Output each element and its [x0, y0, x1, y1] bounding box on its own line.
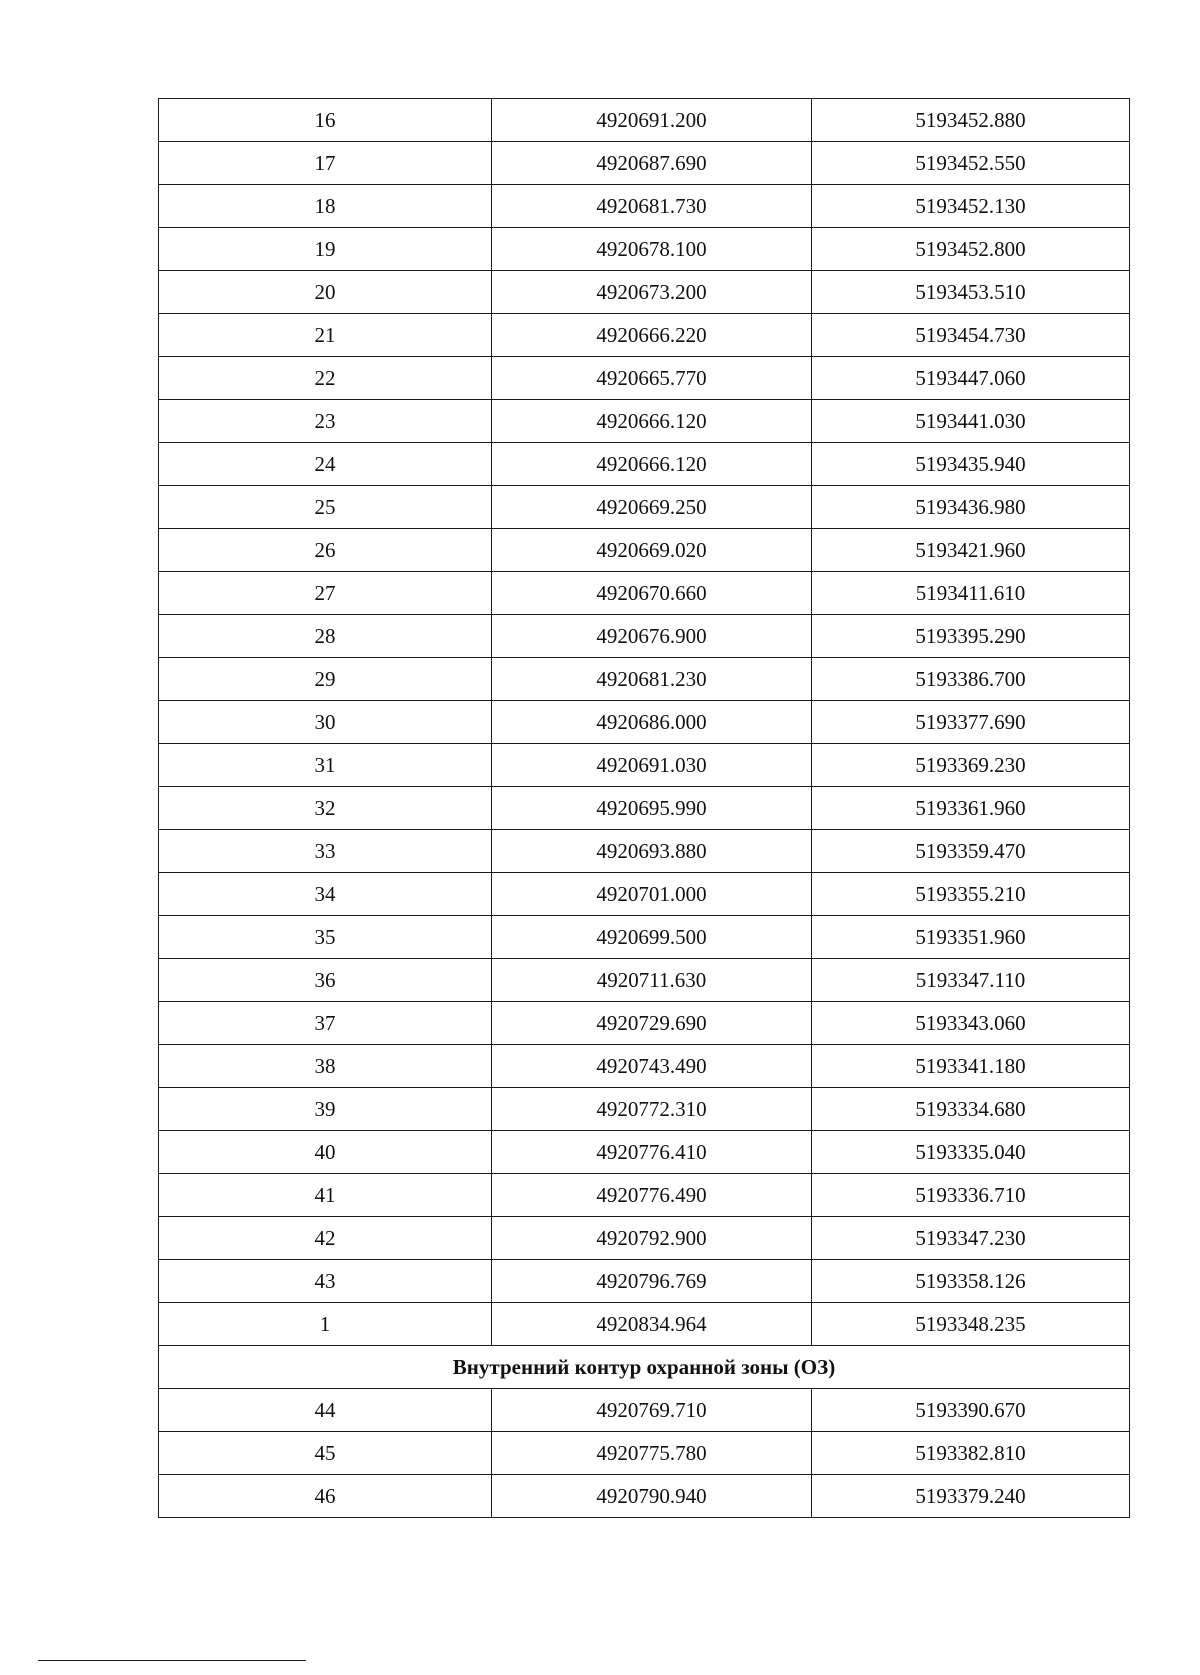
point-number-cell: 41 [159, 1174, 492, 1217]
x-coordinate-cell: 4920711.630 [492, 959, 812, 1002]
x-coordinate-cell: 4920701.000 [492, 873, 812, 916]
y-coordinate-cell: 5193347.230 [812, 1217, 1130, 1260]
table-row [159, 658, 1130, 701]
point-number-cell: 38 [159, 1045, 492, 1088]
x-coordinate-cell: 4920676.900 [492, 615, 812, 658]
y-coordinate-cell: 5193453.510 [812, 271, 1130, 314]
point-number-cell: 22 [159, 357, 492, 400]
x-coordinate-cell: 4920699.500 [492, 916, 812, 959]
point-number-cell: 39 [159, 1088, 492, 1131]
y-coordinate-cell: 5193361.960 [812, 787, 1130, 830]
table-row [159, 1475, 1130, 1518]
y-coordinate-cell: 5193351.960 [812, 916, 1130, 959]
y-coordinate-cell: 5193334.680 [812, 1088, 1130, 1131]
x-coordinate-cell: 4920673.200 [492, 271, 812, 314]
y-coordinate-cell: 5193435.940 [812, 443, 1130, 486]
point-number-cell: 30 [159, 701, 492, 744]
coordinates-table-body [159, 99, 1130, 1518]
y-coordinate-cell: 5193452.130 [812, 185, 1130, 228]
table-row [159, 959, 1130, 1002]
x-coordinate-cell: 4920669.020 [492, 529, 812, 572]
section-header-row [159, 1346, 1130, 1389]
point-number-cell: 20 [159, 271, 492, 314]
point-number-cell: 40 [159, 1131, 492, 1174]
y-coordinate-cell: 5193421.960 [812, 529, 1130, 572]
x-coordinate-cell: 4920691.030 [492, 744, 812, 787]
table-row [159, 486, 1130, 529]
point-number-cell: 31 [159, 744, 492, 787]
point-number-cell: 33 [159, 830, 492, 873]
y-coordinate-cell: 5193447.060 [812, 357, 1130, 400]
x-coordinate-cell: 4920693.880 [492, 830, 812, 873]
x-coordinate-cell: 4920695.990 [492, 787, 812, 830]
y-coordinate-cell: 5193390.670 [812, 1389, 1130, 1432]
point-number-cell: 23 [159, 400, 492, 443]
point-number-cell: 35 [159, 916, 492, 959]
x-coordinate-cell: 4920670.660 [492, 572, 812, 615]
table-row [159, 357, 1130, 400]
y-coordinate-cell: 5193452.550 [812, 142, 1130, 185]
table-row [159, 873, 1130, 916]
y-coordinate-cell: 5193454.730 [812, 314, 1130, 357]
y-coordinate-cell: 5193379.240 [812, 1475, 1130, 1518]
x-coordinate-cell: 4920772.310 [492, 1088, 812, 1131]
point-number-cell: 26 [159, 529, 492, 572]
point-number-cell: 16 [159, 99, 492, 142]
table-row [159, 1260, 1130, 1303]
table-row [159, 1002, 1130, 1045]
table-row [159, 701, 1130, 744]
table-row [159, 787, 1130, 830]
y-coordinate-cell: 5193343.060 [812, 1002, 1130, 1045]
y-coordinate-cell: 5193382.810 [812, 1432, 1130, 1475]
table-row [159, 744, 1130, 787]
y-coordinate-cell: 5193452.800 [812, 228, 1130, 271]
table-row [159, 1432, 1130, 1475]
y-coordinate-cell: 5193411.610 [812, 572, 1130, 615]
point-number-cell: 29 [159, 658, 492, 701]
table-row [159, 1131, 1130, 1174]
table-row [159, 142, 1130, 185]
table-row [159, 1174, 1130, 1217]
section-title: Внутренний контур охранной зоны (ОЗ) [159, 1346, 1130, 1389]
x-coordinate-cell: 4920769.710 [492, 1389, 812, 1432]
y-coordinate-cell: 5193441.030 [812, 400, 1130, 443]
x-coordinate-cell: 4920775.780 [492, 1432, 812, 1475]
table-row [159, 916, 1130, 959]
table-row [159, 314, 1130, 357]
point-number-cell: 44 [159, 1389, 492, 1432]
point-number-cell: 37 [159, 1002, 492, 1045]
point-number-cell: 21 [159, 314, 492, 357]
table-row [159, 1045, 1130, 1088]
x-coordinate-cell: 4920666.120 [492, 443, 812, 486]
table-row [159, 1088, 1130, 1131]
point-number-cell: 19 [159, 228, 492, 271]
table-row [159, 529, 1130, 572]
y-coordinate-cell: 5193369.230 [812, 744, 1130, 787]
x-coordinate-cell: 4920743.490 [492, 1045, 812, 1088]
x-coordinate-cell: 4920790.940 [492, 1475, 812, 1518]
y-coordinate-cell: 5193386.700 [812, 658, 1130, 701]
point-number-cell: 43 [159, 1260, 492, 1303]
y-coordinate-cell: 5193341.180 [812, 1045, 1130, 1088]
table-row [159, 99, 1130, 142]
point-number-cell: 24 [159, 443, 492, 486]
table-row [159, 185, 1130, 228]
x-coordinate-cell: 4920776.490 [492, 1174, 812, 1217]
table-row [159, 1389, 1130, 1432]
point-number-cell: 34 [159, 873, 492, 916]
y-coordinate-cell: 5193335.040 [812, 1131, 1130, 1174]
x-coordinate-cell: 4920796.769 [492, 1260, 812, 1303]
x-coordinate-cell: 4920686.000 [492, 701, 812, 744]
table-row [159, 271, 1130, 314]
point-number-cell: 18 [159, 185, 492, 228]
point-number-cell: 1 [159, 1303, 492, 1346]
x-coordinate-cell: 4920681.730 [492, 185, 812, 228]
table-row [159, 615, 1130, 658]
table-row [159, 830, 1130, 873]
point-number-cell: 45 [159, 1432, 492, 1475]
x-coordinate-cell: 4920691.200 [492, 99, 812, 142]
point-number-cell: 36 [159, 959, 492, 1002]
point-number-cell: 42 [159, 1217, 492, 1260]
point-number-cell: 28 [159, 615, 492, 658]
point-number-cell: 46 [159, 1475, 492, 1518]
x-coordinate-cell: 4920681.230 [492, 658, 812, 701]
footnote-separator-line [38, 1660, 306, 1661]
x-coordinate-cell: 4920665.770 [492, 357, 812, 400]
table-row [159, 1303, 1130, 1346]
x-coordinate-cell: 4920834.964 [492, 1303, 812, 1346]
y-coordinate-cell: 5193377.690 [812, 701, 1130, 744]
y-coordinate-cell: 5193395.290 [812, 615, 1130, 658]
y-coordinate-cell: 5193336.710 [812, 1174, 1130, 1217]
x-coordinate-cell: 4920678.100 [492, 228, 812, 271]
table-row [159, 1217, 1130, 1260]
coordinates-table [158, 98, 1130, 1518]
table-row [159, 400, 1130, 443]
y-coordinate-cell: 5193355.210 [812, 873, 1130, 916]
table-row [159, 443, 1130, 486]
x-coordinate-cell: 4920669.250 [492, 486, 812, 529]
x-coordinate-cell: 4920776.410 [492, 1131, 812, 1174]
y-coordinate-cell: 5193359.470 [812, 830, 1130, 873]
y-coordinate-cell: 5193348.235 [812, 1303, 1130, 1346]
y-coordinate-cell: 5193436.980 [812, 486, 1130, 529]
x-coordinate-cell: 4920792.900 [492, 1217, 812, 1260]
x-coordinate-cell: 4920729.690 [492, 1002, 812, 1045]
point-number-cell: 32 [159, 787, 492, 830]
y-coordinate-cell: 5193452.880 [812, 99, 1130, 142]
y-coordinate-cell: 5193358.126 [812, 1260, 1130, 1303]
x-coordinate-cell: 4920666.220 [492, 314, 812, 357]
point-number-cell: 17 [159, 142, 492, 185]
table-row [159, 228, 1130, 271]
y-coordinate-cell: 5193347.110 [812, 959, 1130, 1002]
x-coordinate-cell: 4920666.120 [492, 400, 812, 443]
point-number-cell: 27 [159, 572, 492, 615]
point-number-cell: 25 [159, 486, 492, 529]
table-row [159, 572, 1130, 615]
x-coordinate-cell: 4920687.690 [492, 142, 812, 185]
